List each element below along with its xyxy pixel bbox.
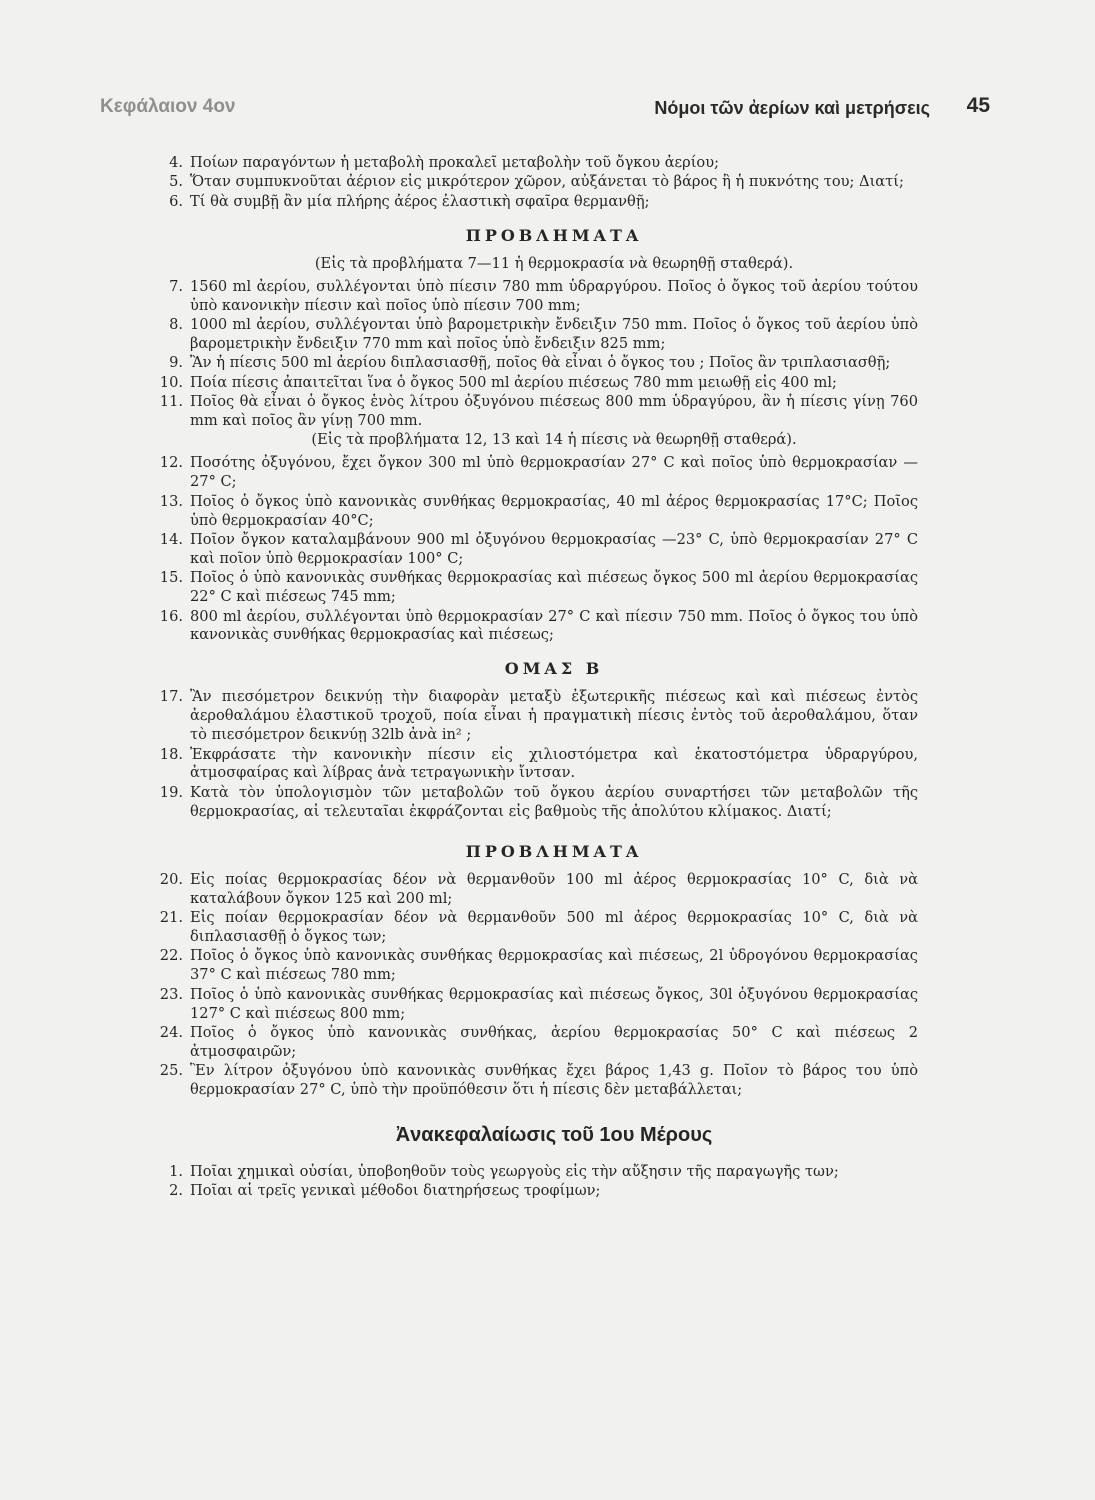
item-text: Ἂν πιεσόμετρον δεικνύῃ τὴν διαφορὰν μεταξὺ ἐξωτερικῆς πιέσεως καὶ καὶ πιέσεως ἐντὸς ἀεροθαλάμου ἐλαστικοῦ τροχοῦ, ποία εἶναι ἡ πραγματικὴ πίεσις ἐντὸς τοῦ ἀεροθαλάμου, ὅταν τὸ πιεσόμετρον δεικνύῃ 32lb ἀνὰ in² ; (190, 688, 918, 744)
numbered-item (159, 783, 918, 822)
item-text: 1560 ml ἀερίου, συλλέγονται ὑπὸ πίεσιν 780 mm ὑδραργύρου. Ποῖος ὁ ὄγκος τοῦ ἀερίου τούτου ὑπὸ κανονικὴν πίεσιν καὶ ποῖος ὑπὸ πίεσιν 700 mm; (190, 277, 918, 314)
item-number: 11. (159, 393, 183, 411)
chapter-label: Κεφάλαιον 4ον (100, 96, 236, 117)
item-number: 5. (169, 173, 183, 191)
numbered-item (159, 1062, 918, 1100)
numbered-item (159, 745, 918, 784)
item-text: Ποῖον ὄγκον καταλαμβάνουν 900 ml ὀξυγόνου θερμοκρασίας —23° C, ὑπὸ θερμοκρασίαν 27° C καὶ ποῖον ὑπὸ θερμοκρασίαν 100° C; (190, 530, 918, 567)
item-number: 24. (159, 1023, 183, 1041)
section-title: Ἀνακεφαλαίωσις τοῦ 1ου Μέρους (395, 1124, 713, 1147)
numbered-item (159, 530, 918, 569)
item-text: Ποία πίεσις ἀπαιτεῖται ἵνα ὁ ὄγκος 500 ml ἀερίου πιέσεως 780 mm μειωθῇ εἰς 400 ml; (190, 373, 837, 391)
item-text: Ἓν λίτρον ὀξυγόνου ὑπὸ κανονικὰς συνθήκας ἔχει βάρος 1,43 g. Ποῖον τὸ βάρος του ὑπὸ θερμοκρασίαν 27° C, ὑπὸ τὴν προϋπόθεσιν ὅτι ἡ πίεσις δὲν μεταβάλλεται; (190, 1062, 918, 1099)
item-number: 22. (159, 947, 183, 965)
item-text: 1000 ml ἀερίου, συλλέγονται ὑπὸ βαρομετρικὴν ἔνδειξιν 750 mm. Ποῖος ὁ ὄγκος τοῦ ἀερίου ὑπὸ βαρομετρικὴν ἔνδειξιν 770 mm καὶ ποῖος ὑπὸ ἔνδειξιν 825 mm; (190, 315, 918, 352)
page-body (159, 150, 918, 1202)
problems-note: (Εἰς τὰ προβλήματα 7—11 ἡ θερμοκρασία νὰ θεωρηθῇ σταθερά). (314, 254, 794, 272)
item-number: 15. (159, 569, 183, 587)
item-text: 800 ml ἀερίου, συλλέγονται ὑπὸ θερμοκρασίαν 27° C καὶ πίεσιν 750 mm. Ποῖος ὁ ὄγκος του ὑπὸ κανονικὰς συνθήκας θερμοκρασίας καὶ πιέσεως; (190, 607, 918, 644)
item-text: Ποῖος ὁ ὄγκος ὑπὸ κανονικὰς συνθήκας θερμοκρασίας, 40 ml ἀέρος θερμοκρασίας 17°C; Ποῖος ὑπὸ θερμοκρασίαν 40°C; (190, 492, 918, 529)
item-text: Ποῖαι αἱ τρεῖς γενικαὶ μέθοδοι διατηρήσεως τροφίμων; (190, 1182, 601, 1200)
numbered-item (169, 1163, 918, 1182)
item-number: 21. (159, 909, 183, 926)
item-text: Ποῖος ὁ ὄγκος ὑπὸ κανονικὰς συνθήκας θερμοκρασίας καὶ πιέσεως, 2l ὑδρογόνου θερμοκρασίας 37° C καὶ πιέσεως 780 mm; (190, 947, 918, 984)
item-text: Ποῖος ὁ ὑπὸ κανονικὰς συνθήκας θερμοκρασίας καὶ πιέσεως ὄγκος, 30l ὀξυγόνου θερμοκρασίας 127° C καὶ πιέσεως 800 mm; (190, 985, 918, 1022)
item-text: Ποῖος ὁ ὄγκος ὑπὸ κανονικὰς συνθήκας, ἀερίου θερμοκρασίας 50° C καὶ πιέσεως 2 ἀτμοσφαιρῶν; (190, 1023, 918, 1060)
item-number: 9. (169, 354, 183, 372)
numbered-item (159, 373, 918, 393)
numbered-item (159, 569, 918, 607)
item-number: 23. (159, 985, 183, 1003)
item-number: 25. (159, 1062, 183, 1080)
item-number: 1. (169, 1163, 183, 1181)
item-text: Εἰς ποίαν θερμοκρασίαν δέον νὰ θερμανθοῦν 500 ml ἀέρος θερμοκρασίας 10° C, διὰ νὰ διπλασιασθῇ ὁ ὄγκος των; (190, 909, 918, 945)
item-number: 4. (169, 154, 183, 171)
page-number: 45 (966, 94, 990, 117)
item-text: Ὅταν συμπυκνοῦται ἀέριον εἰς μικρότερον χῶρον, αὐξάνεται τὸ βάρος ἢ ἡ πυκνότης του; Διατί; (190, 173, 904, 191)
item-number: 8. (169, 315, 183, 333)
numbered-item (159, 1023, 918, 1062)
numbered-item (159, 688, 918, 745)
item-text: Ἂν ἡ πίεσις 500 ml ἀερίου διπλασιασθῇ, ποῖος θὰ εἶναι ὁ ὄγκος του ; Ποῖος ἂν τριπλασιασθῇ; (190, 354, 891, 372)
item-text: Ποῖος θὰ εἶναι ὁ ὄγκος ἑνὸς λίτρου ὀξυγόνου πιέσεως 800 mm ὑδραγύρου, ἂν ἡ πίεσις γίνῃ 760 mm καὶ ποῖος ἂν γίνῃ 700 mm. (190, 393, 918, 429)
item-number: 10. (159, 373, 183, 391)
numbered-item (169, 192, 918, 212)
problems-group-c (159, 870, 918, 1100)
problems-group-a (159, 277, 918, 431)
numbered-item (159, 985, 918, 1024)
numbered-item (169, 173, 918, 192)
questions-group-a (169, 154, 918, 212)
item-text: Ἐκφράσατε τὴν κανονικὴν πίεσιν εἰς χιλιοστόμετρα καὶ ἑκατοστόμετρα ὑδραργύρου, ἀτμοσφαίρας καὶ λίβρας ἀνὰ τετραγωνικὴν ἴντσαν. (190, 745, 918, 782)
numbered-item (169, 315, 918, 354)
numbered-item (159, 393, 918, 431)
item-text: Ποῖος ὁ ὑπὸ κανονικὰς συνθήκας θερμοκρασίας καὶ πιέσεως ὄγκος 500 ml ἀερίου θερμοκρασίας 22° C καὶ πιέσεως 745 mm; (190, 569, 918, 606)
summary-questions (169, 1163, 918, 1201)
item-text: Τί θὰ συμβῇ ἂν μία πλήρης ἀέρος ἐλαστικὴ σφαῖρα θερμανθῇ; (190, 192, 650, 210)
numbered-item (169, 354, 918, 373)
item-number: 16. (159, 607, 183, 625)
item-text: Ποσότης ὀξυγόνου, ἔχει ὄγκον 300 ml ὑπὸ θερμοκρασίαν 27° C καὶ ποῖος ὑπὸ θερμοκρασίαν —27° C; (190, 454, 918, 491)
problems-group-b (159, 454, 918, 645)
problems-heading: ΠΡΟΒΛΗΜΑΤΑ (465, 841, 643, 861)
item-number: 14. (159, 530, 183, 548)
group-b-heading: ΟΜΑΣ Β (504, 659, 604, 679)
item-number: 18. (159, 745, 183, 763)
numbered-item (159, 909, 918, 947)
problems-heading: ΠΡΟΒΛΗΜΑΤΑ (465, 225, 643, 245)
numbered-item (159, 492, 918, 531)
item-number: 19. (159, 783, 183, 801)
numbered-item (169, 277, 918, 316)
numbered-item (159, 454, 918, 492)
item-number: 13. (159, 492, 183, 510)
running-head (100, 96, 990, 126)
item-text: Ποῖαι χημικαὶ οὐσίαι, ὑποβοηθοῦν τοὺς γεωργοὺς εἰς τὴν αὔξησιν τῆς παραγωγῆς των; (190, 1163, 839, 1181)
item-number: 20. (159, 870, 183, 888)
item-number: 12. (159, 454, 183, 472)
item-number: 17. (159, 688, 183, 706)
numbered-item (159, 870, 918, 909)
questions-group-b (159, 688, 918, 821)
item-text: Ποίων παραγόντων ἡ μεταβολὴ προκαλεῖ μεταβολὴν τοῦ ὄγκου ἀερίου; (190, 154, 719, 171)
item-number: 2. (169, 1182, 183, 1200)
numbered-item (159, 947, 918, 985)
item-number: 7. (169, 277, 183, 295)
item-text: Κατὰ τὸν ὑπολογισμὸν τῶν μεταβολῶν τοῦ ὄγκου ἀερίου συναρτήσει τῶν μεταβολῶν τῆς θερμοκρασίας, αἱ τελευταῖαι ἐκφράζονται εἰς βαθμοὺς τῆς ἀπολύτου κλίμακος. Διατί; (190, 783, 918, 820)
chapter-title: Νόμοι τῶν ἀερίων καὶ μετρήσεις (654, 98, 930, 118)
numbered-item (159, 607, 918, 646)
problems-note: (Εἰς τὰ προβλήματα 12, 13 καὶ 14 ἡ πίεσις νὰ θεωρηθῇ σταθερά). (311, 431, 797, 449)
numbered-item (169, 1182, 918, 1201)
numbered-item (169, 154, 918, 173)
item-number: 6. (169, 192, 183, 210)
item-text: Εἰς ποίας θερμοκρασίας δέον νὰ θερμανθοῦν 100 ml ἀέρος θερμοκρασίας 10° C, διὰ νὰ καταλάβουν ὄγκον 125 καὶ 200 ml; (190, 870, 918, 907)
